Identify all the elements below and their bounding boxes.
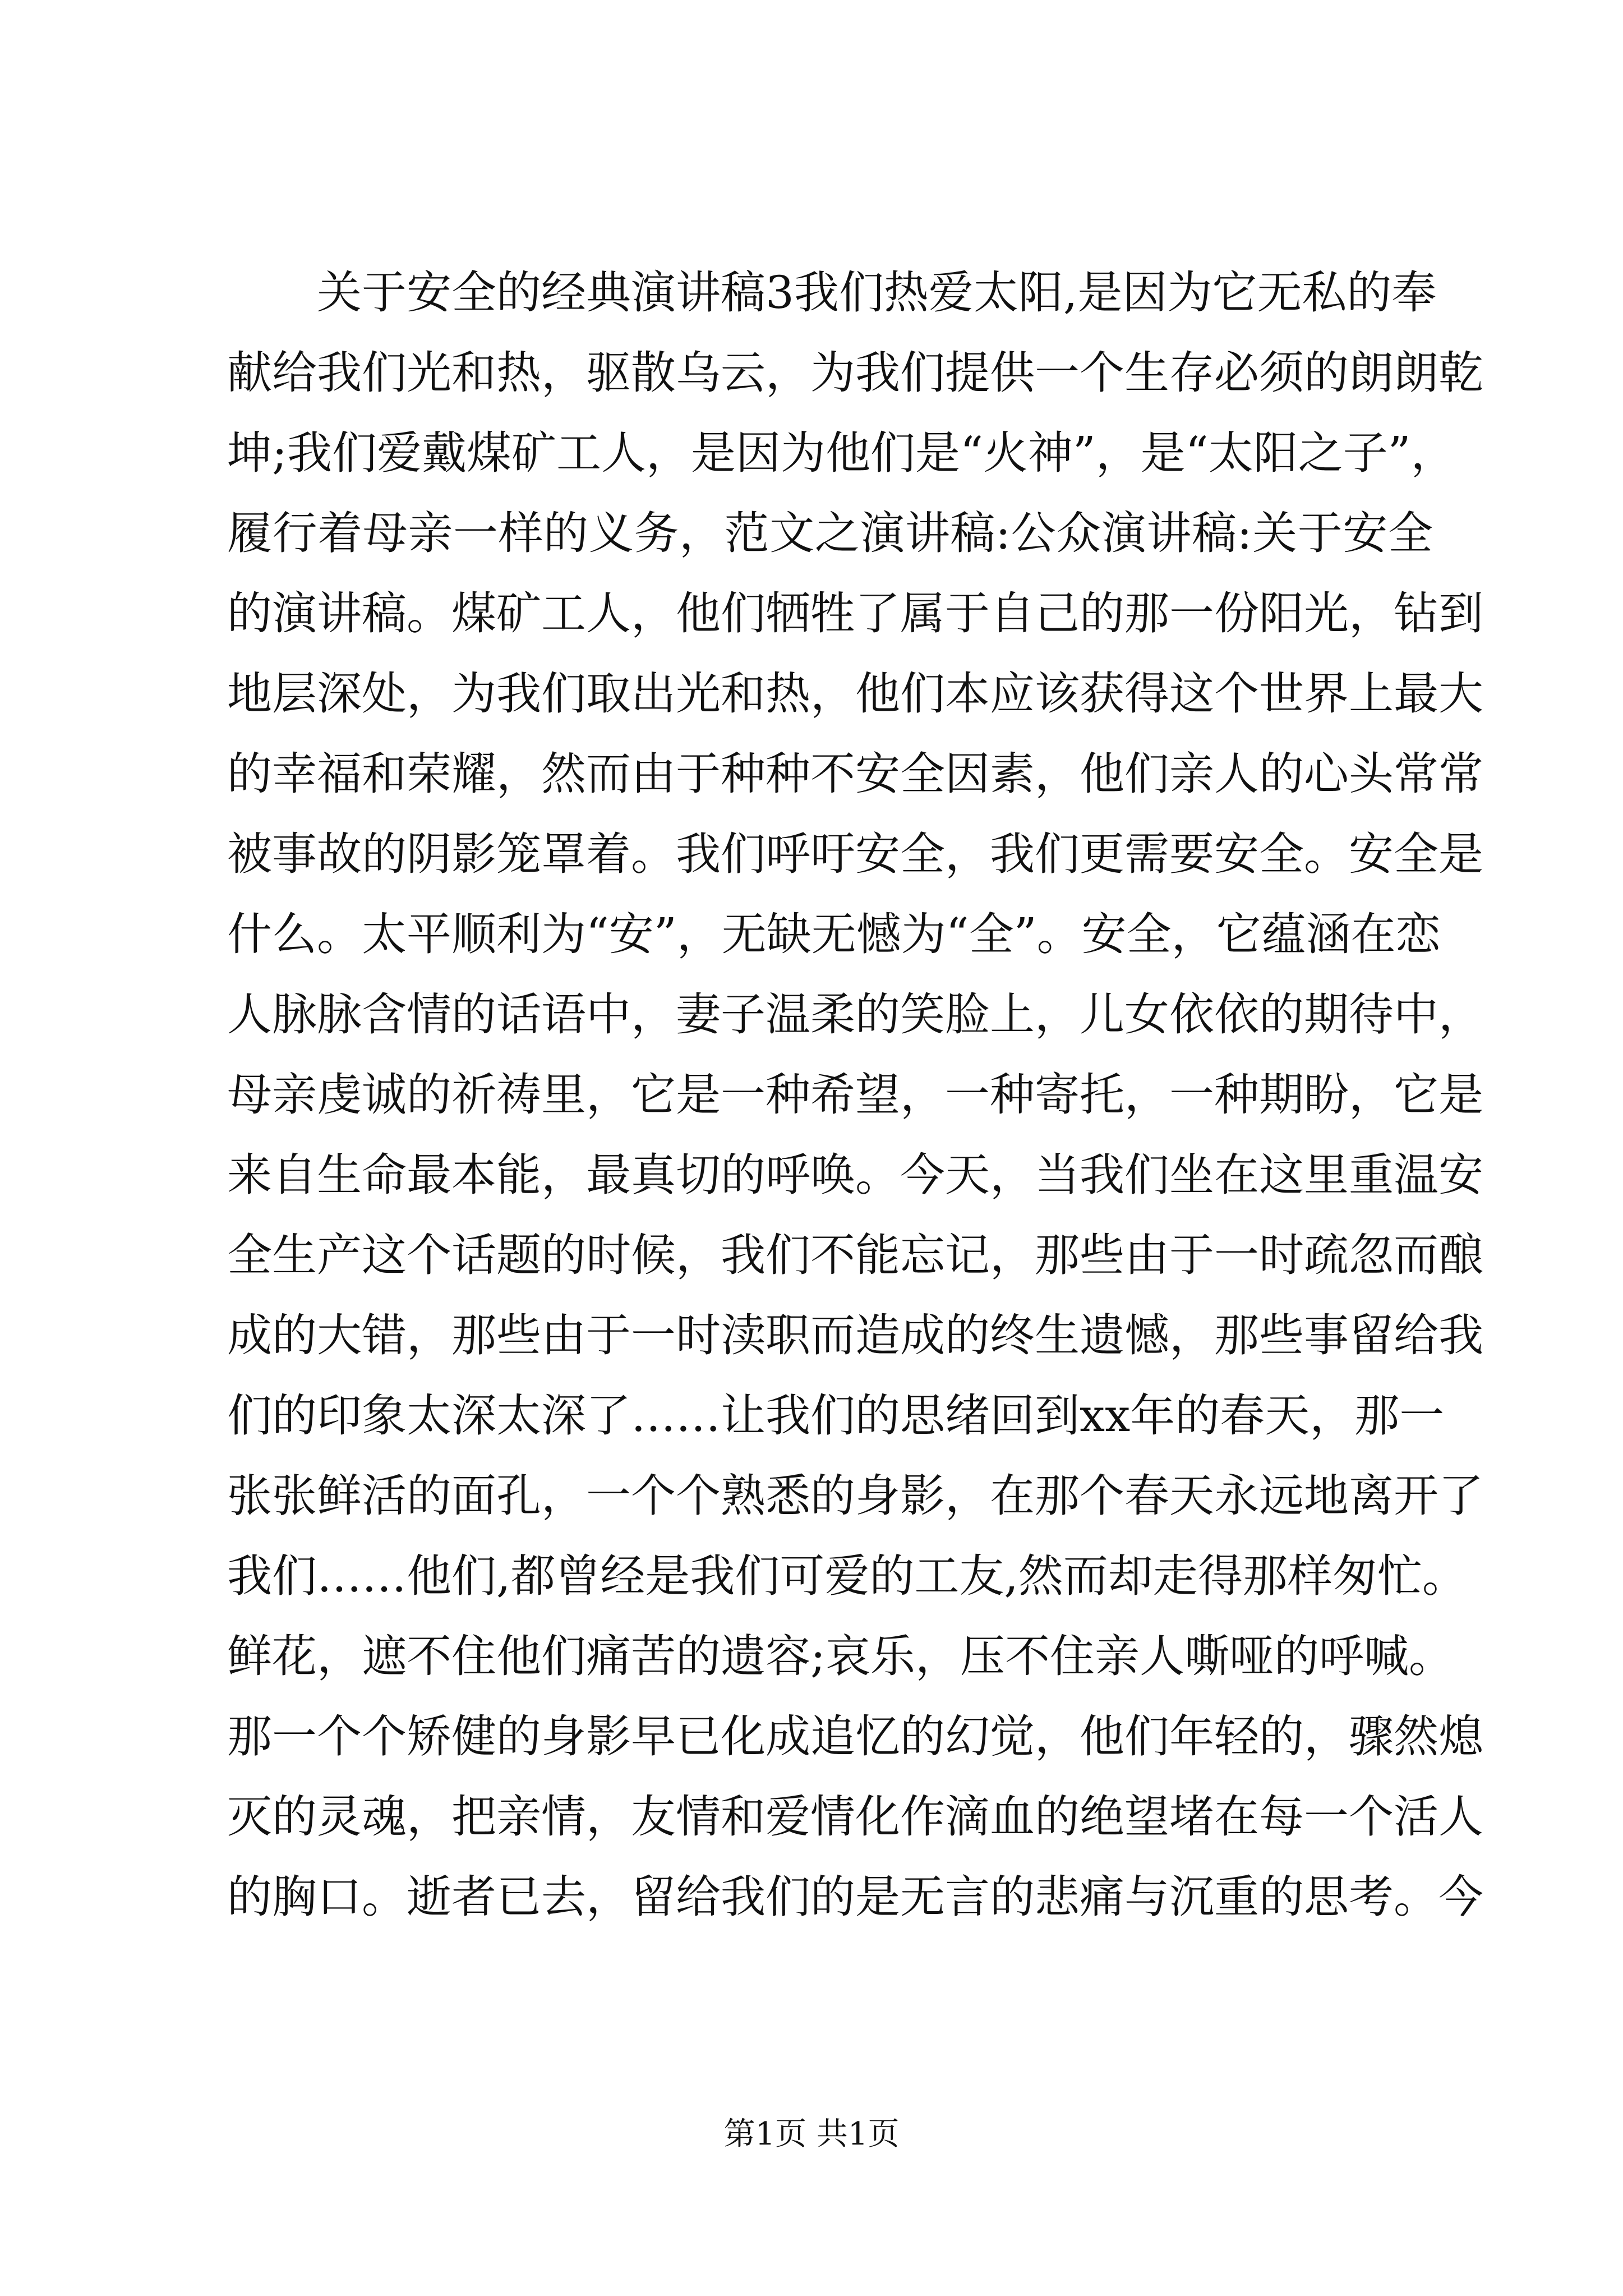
text-line: 成的大错，那些由于一时渎职而造成的终生遗憾，那些事留给我 — [227, 1309, 1483, 1361]
text-line: 坤;我们爱戴煤矿工人，是因为他们是“火神”，是“太阳之子”， — [227, 427, 1456, 479]
text-line: 鲜花，遮不住他们痛苦的遗容;哀乐，压不住亲人嘶哑的呼喊。 — [227, 1630, 1454, 1682]
text-line: 全生产这个话题的时候，我们不能忘记，那些由于一时疏忽而酿 — [227, 1229, 1483, 1281]
text-line: 来自生命最本能，最真切的呼唤。今天，当我们坐在这里重温安 — [227, 1149, 1483, 1201]
page-number-label: 第1页 共1页 — [723, 2116, 900, 2152]
text-line: 张张鲜活的面孔，一个个熟悉的身影，在那个春天永远地离开了 — [227, 1470, 1483, 1522]
text-line: 的演讲稿。煤矿工人，他们牺牲了属于自己的那一份阳光，钻到 — [227, 587, 1483, 639]
text-line: 履行着母亲一样的义务，范文之演讲稿:公众演讲稿:关于安全 — [227, 507, 1433, 559]
text-line: 的幸福和荣耀，然而由于种种不安全因素，他们亲人的心头常常 — [227, 748, 1483, 800]
text-line: 地层深处，为我们取出光和热，他们本应该获得这个世界上最大 — [227, 668, 1483, 720]
text-line: 的胸口。逝者已去，留给我们的是无言的悲痛与沉重的思考。今 — [227, 1871, 1483, 1923]
text-line: 那一个个矫健的身影早已化成追忆的幻觉，他们年轻的，骤然熄 — [227, 1710, 1483, 1763]
text-line: 们的印象太深太深了……让我们的思绪回到xx年的春天，那一 — [227, 1389, 1445, 1442]
text-line: 灭的灵魂，把亲情，友情和爱情化作滴血的绝望堵在每一个活人 — [227, 1791, 1483, 1843]
text-line: 献给我们光和热，驱散乌云，为我们提供一个生存必须的朗朗乾 — [227, 347, 1483, 399]
text-line: 人脉脉含情的话语中，妻子温柔的笑脸上，儿女依依的期待中， — [227, 988, 1483, 1041]
text-line: 母亲虔诚的祈祷里，它是一种希望，一种寄托，一种期盼，它是 — [227, 1069, 1483, 1121]
page-footer — [0, 2115, 1623, 2154]
text-line: 我们……他们,都曾经是我们可爱的工友,然而却走得那样匆忙。 — [227, 1550, 1467, 1602]
document-body — [227, 252, 1483, 1937]
text-line: 关于安全的经典演讲稿3我们热爱太阳,是因为它无私的奉 — [317, 266, 1437, 319]
text-line: 被事故的阴影笼罩着。我们呼吁安全，我们更需要安全。安全是 — [227, 828, 1483, 880]
text-line: 什么。太平顺利为“安”，无缺无憾为“全”。安全，它蕴涵在恋 — [227, 908, 1441, 960]
